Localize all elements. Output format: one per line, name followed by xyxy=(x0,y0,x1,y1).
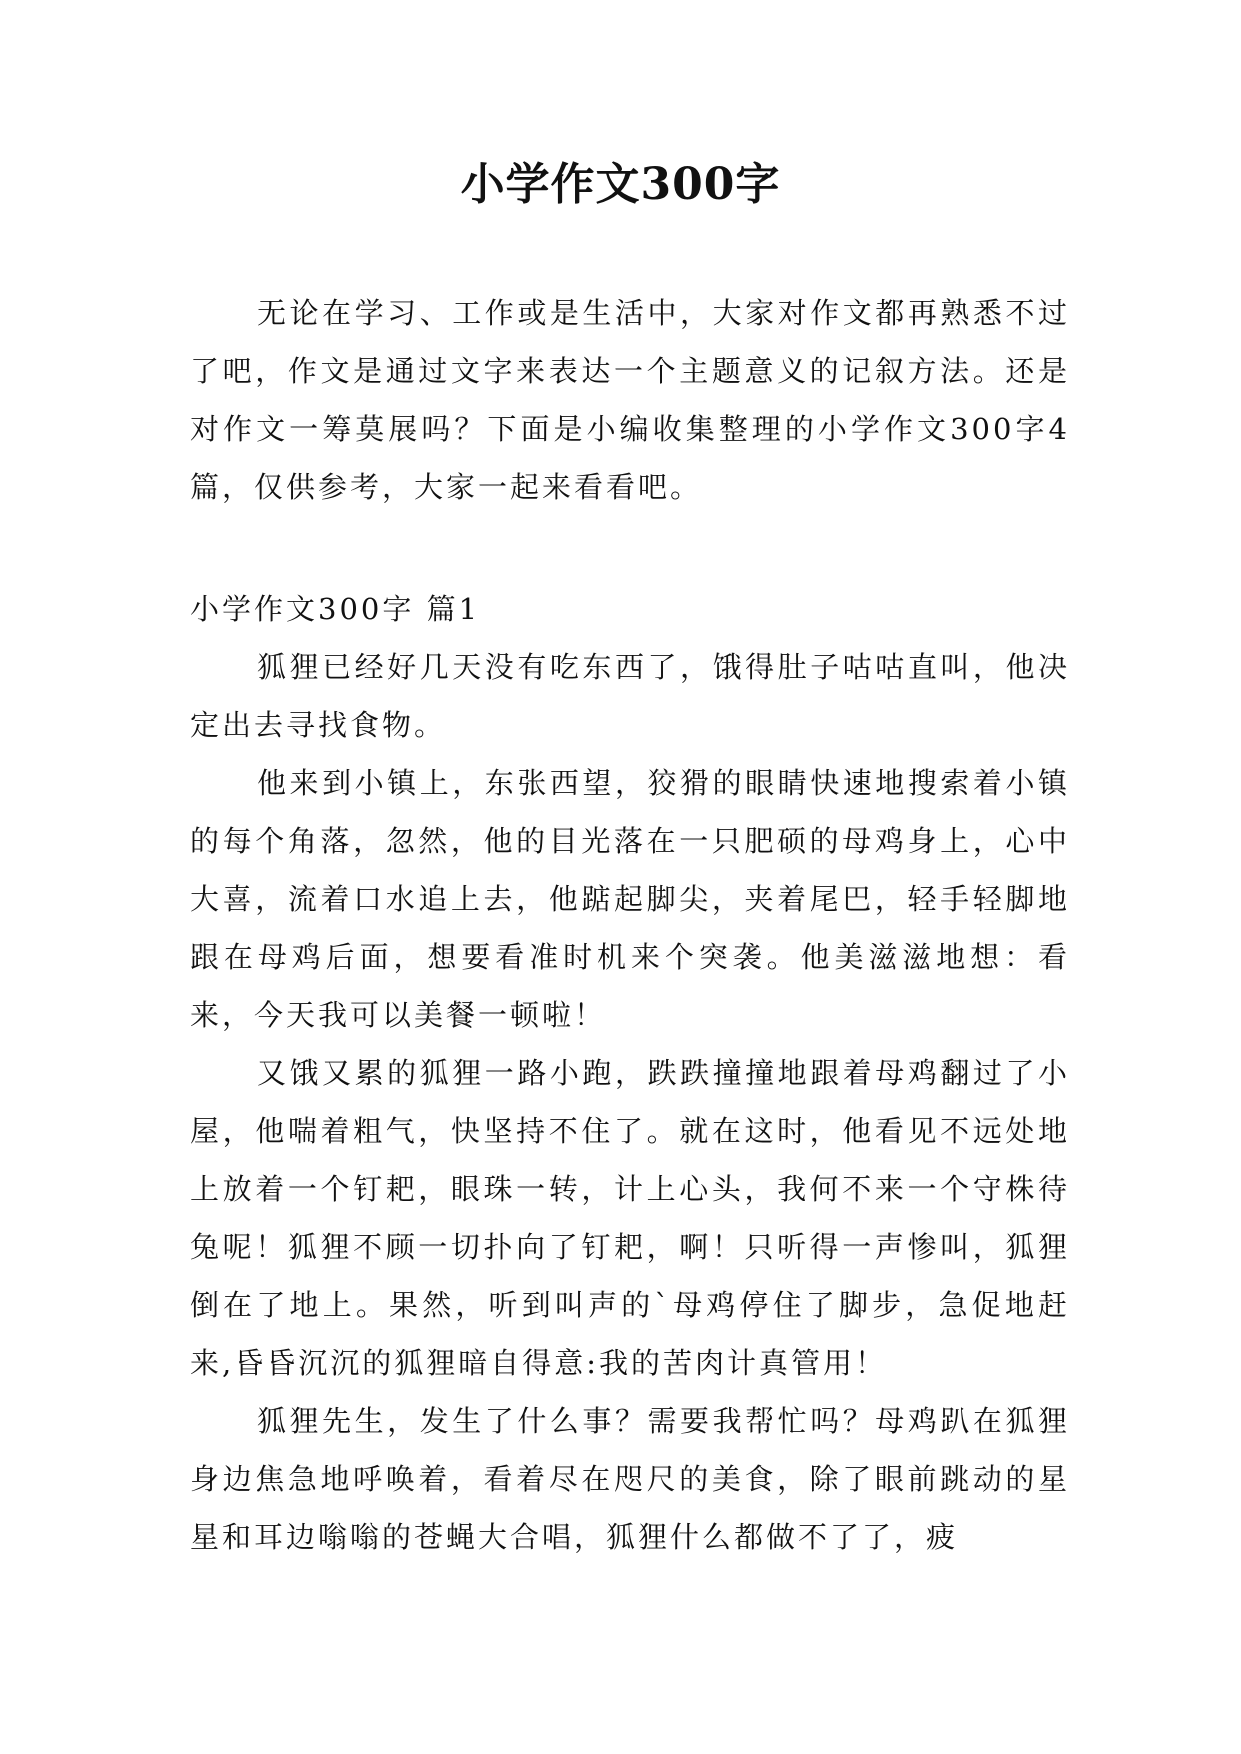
section-heading: 小学作文300字 篇1 xyxy=(190,592,481,626)
intro-paragraph: 无论在学习、工作或是生活中，大家对作文都再熟悉不过了吧，作文是通过文字来表达一个主题意义的记叙方法。还是对作文一筹莫展吗？下面是小编收集整理的小学作文300字4篇，仅供参考，大家一起来看看吧。 xyxy=(190,296,1070,504)
intro-block xyxy=(190,284,1070,516)
document-title: 小学作文300字 xyxy=(460,159,781,210)
essay-block xyxy=(190,580,1070,1566)
essay-paragraph-2: 他来到小镇上，东张西望，狡猾的眼睛快速地搜索着小镇的每个角落，忽然，他的目光落在一只肥硕的母鸡身上，心中大喜，流着口水追上去，他踮起脚尖，夹着尾巴，轻手轻脚地跟在母鸡后面，想要看准时机来个突袭。他美滋滋地想：看来，今天我可以美餐一顿啦！ xyxy=(190,766,1070,1032)
essay-paragraph-4: 狐狸先生，发生了什么事？需要我帮忙吗？母鸡趴在狐狸身边焦急地呼唤着，看着尽在咫尺的美食，除了眼前跳动的星星和耳边嗡嗡的苍蝇大合唱，狐狸什么都做不了了，疲 xyxy=(190,1404,1070,1554)
essay-paragraph-3: 又饿又累的狐狸一路小跑，跌跌撞撞地跟着母鸡翻过了小屋，他喘着粗气，快坚持不住了。就在这时，他看见不远处地上放着一个钉耙，眼珠一转，计上心头，我何不来一个守株待兔呢！狐狸不顾一切扑向了钉耙，啊！只听得一声惨叫，狐狸倒在了地上。果然，听到叫声的`母鸡停住了脚步，急促地赶来,昏昏沉沉的狐狸暗自得意:我的苦肉计真管用！ xyxy=(190,1056,1070,1380)
essay-paragraph-1: 狐狸已经好几天没有吃东西了，饿得肚子咕咕直叫，他决定出去寻找食物。 xyxy=(190,650,1070,742)
